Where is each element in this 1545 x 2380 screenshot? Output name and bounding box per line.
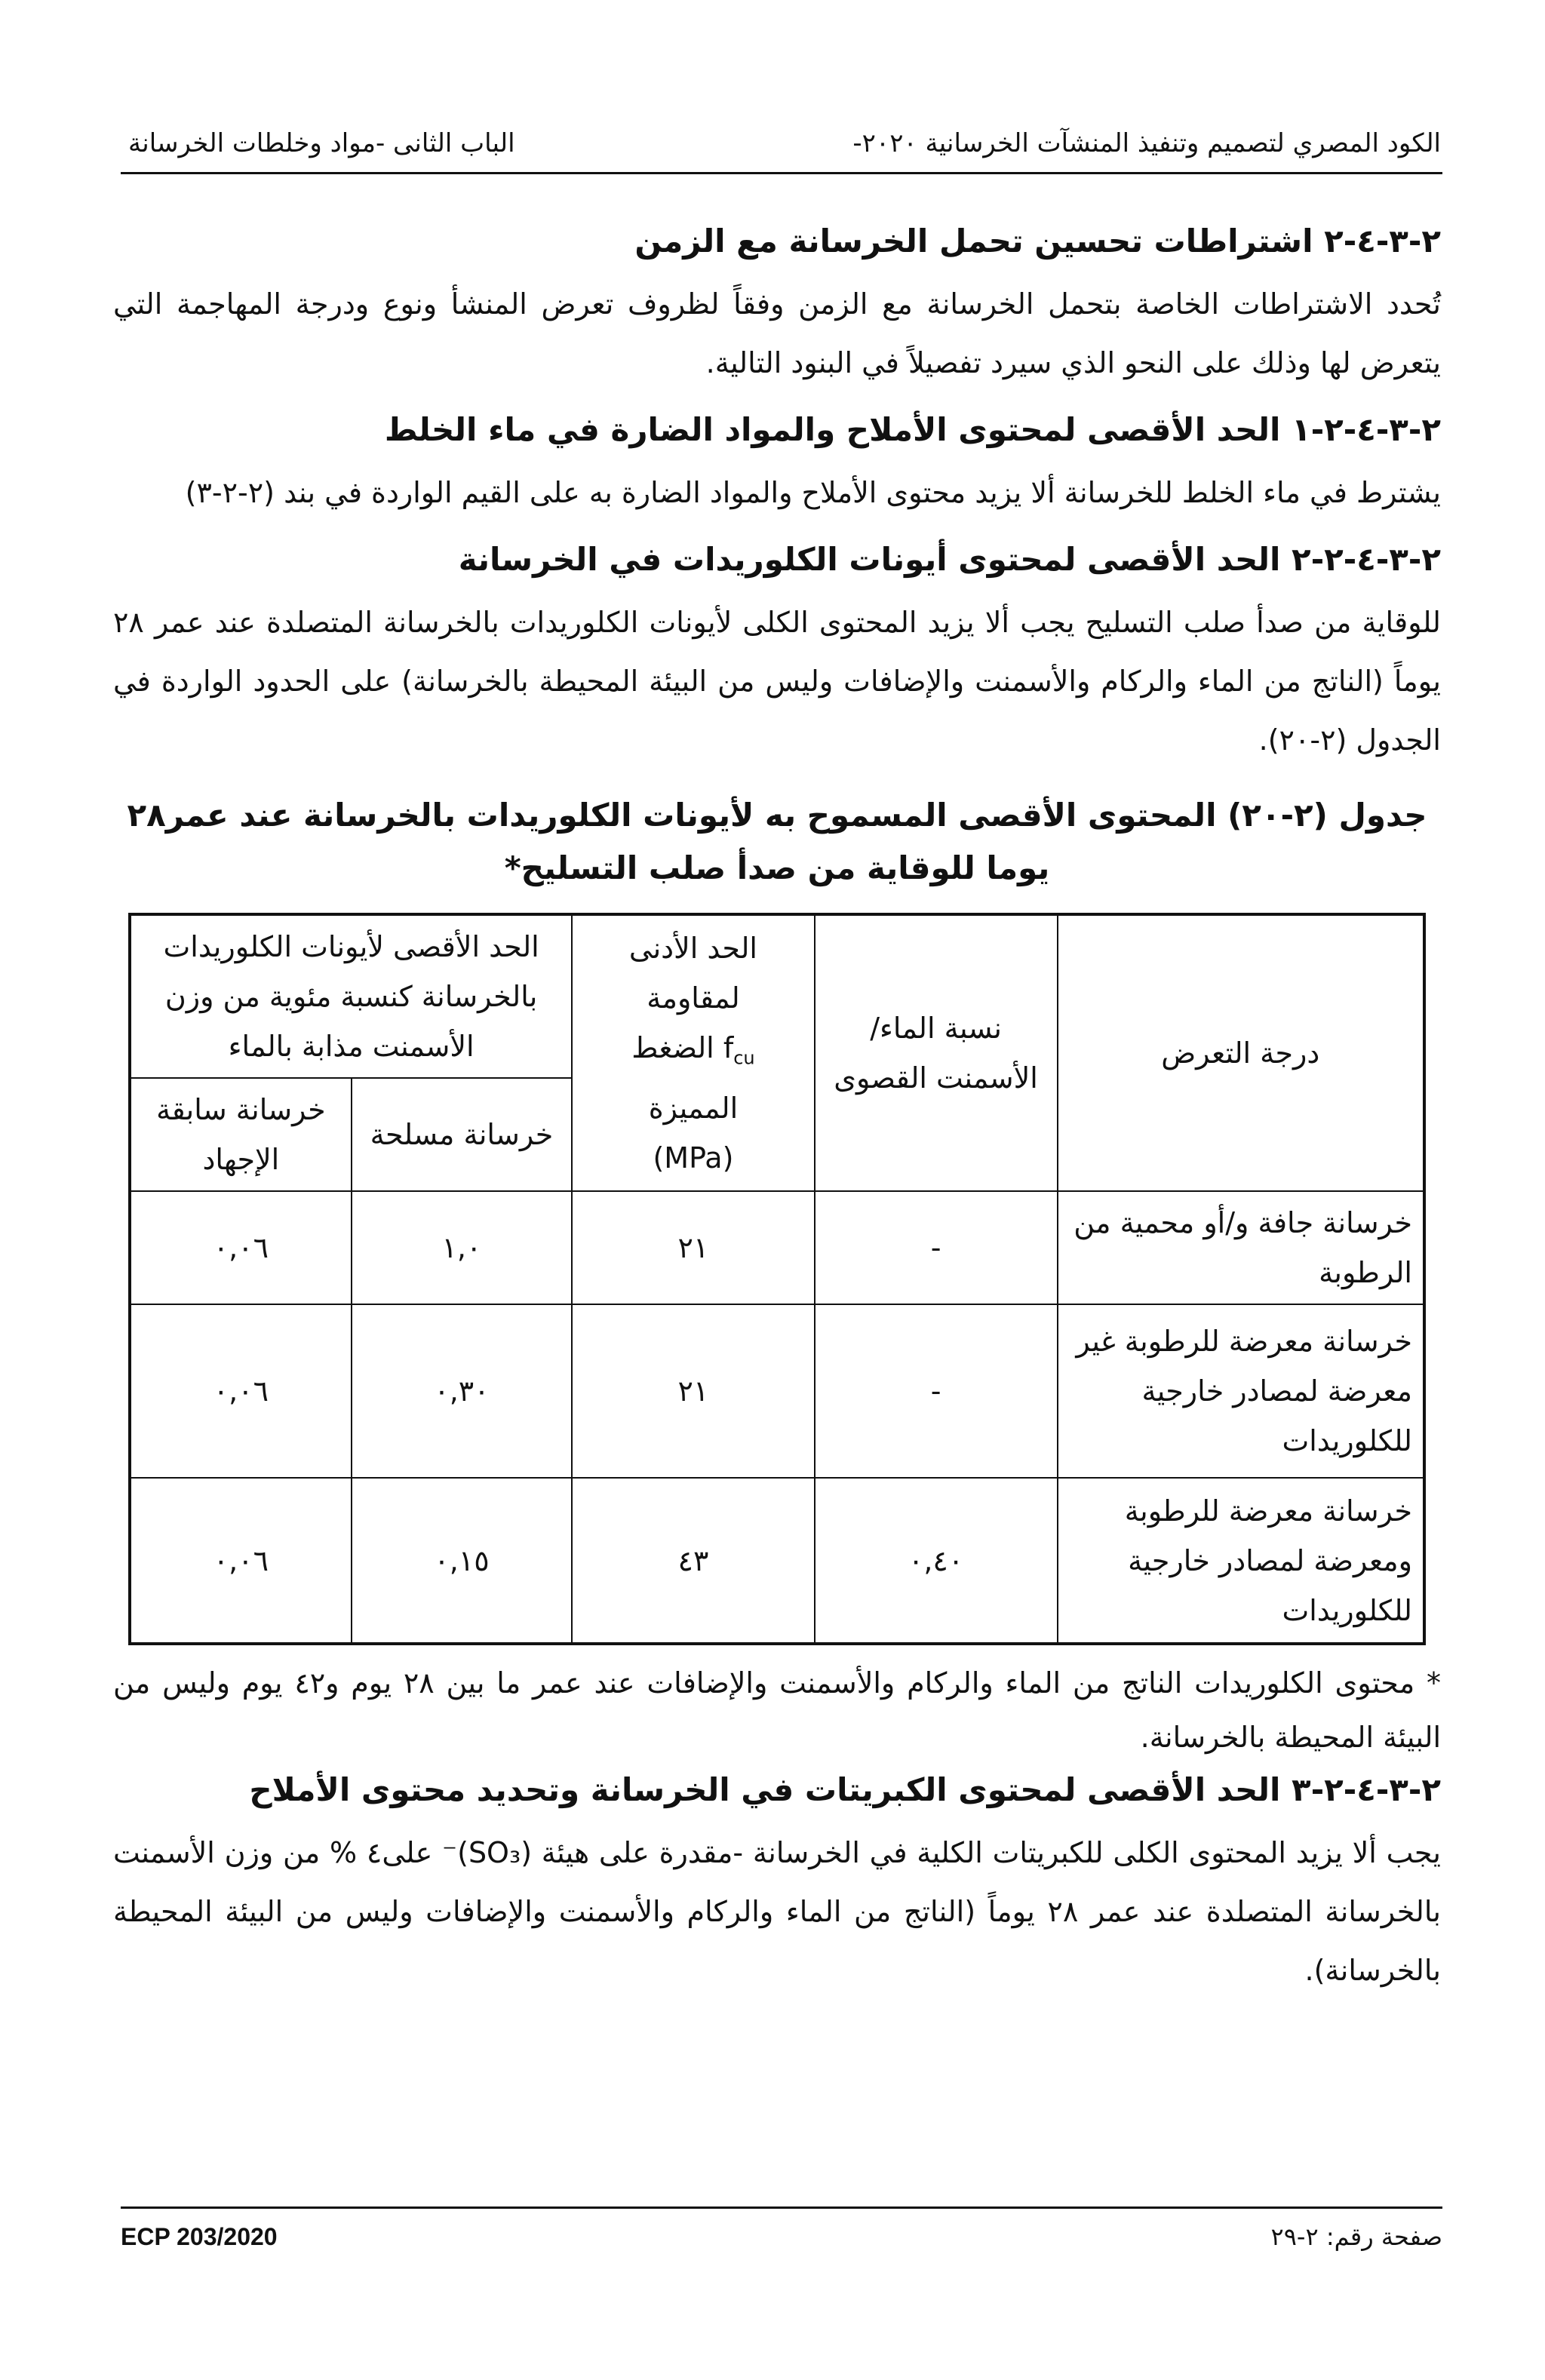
- section-heading-mixing-water: ٢-٣-٤-٢-١ الحد الأقصى لمحتوى الأملاح والمواد الضارة في ماء الخلط: [384, 411, 1441, 448]
- cell-prestressed: ٠,٠٦: [130, 1478, 352, 1644]
- table-row: [130, 1304, 1424, 1478]
- page-header: [128, 121, 1441, 166]
- page-footer: [121, 2214, 1442, 2259]
- header-chloride-limit: الحد الأقصى لأيونات الكلوريدات بالخرسانة كنسبة مئوية من وزن الأسمنت مذابة بالماء: [130, 914, 572, 1078]
- cell-reinforced: ١,٠: [352, 1191, 573, 1304]
- header-fcu: [572, 914, 814, 1191]
- cell-reinforced: ٠,٣٠: [352, 1304, 573, 1478]
- header-fcu-unit: (MPa): [653, 1141, 734, 1175]
- section-heading-durability: ٢-٣-٤-٢ اشتراطات تحسين تحمل الخرسانة مع الزمن: [634, 223, 1441, 259]
- section-paragraph-sulfates: يجب ألا يزيد المحتوى الكلى للكبريتات الكلية في الخرسانة -مقدرة على هيئة (SO₃)⁻ على٤ % من وزن الأسمنت بالخرسانة المتصلدة عند عمر ٢٨ يوماً (الناتج من الماء والركام والأسمنت والإضافات وليس من البيئة المحيطة بالخرسانة).: [113, 1836, 1441, 1987]
- table-row: [130, 1191, 1424, 1304]
- header-chapter-title: الباب الثانى -مواد وخلطات الخرسانة: [128, 128, 515, 158]
- cell-wc: -: [815, 1191, 1058, 1304]
- cell-fcu: ٢١: [572, 1191, 814, 1304]
- header-wc-ratio: نسبة الماء/ الأسمنت القصوى: [815, 914, 1058, 1191]
- cell-exposure: خرسانة معرضة للرطوبة ومعرضة لمصادر خارجية للكلوريدات: [1058, 1478, 1424, 1644]
- cell-fcu: ٤٣: [572, 1478, 814, 1644]
- header-reinforced: خرسانة مسلحة: [352, 1078, 573, 1191]
- table-row: [130, 1478, 1424, 1644]
- header-code-title: الكود المصري لتصميم وتنفيذ المنشآت الخرسانية ٢٠٢٠-: [852, 128, 1441, 158]
- cell-fcu: ٢١: [572, 1304, 814, 1478]
- section-heading-sulfates: ٢-٣-٤-٢-٣ الحد الأقصى لمحتوى الكبريتات في الخرسانة وتحديد محتوى الأملاح: [249, 1771, 1441, 1808]
- chloride-limits-table: [128, 913, 1426, 1645]
- fcu-symbol: $f_{cu}$: [723, 1031, 755, 1069]
- header-exposure: درجة التعرض: [1058, 914, 1424, 1191]
- cell-exposure: خرسانة جافة و/أو محمية من الرطوبة: [1058, 1191, 1424, 1304]
- cell-wc: -: [815, 1304, 1058, 1478]
- cell-prestressed: ٠,٠٦: [130, 1191, 352, 1304]
- section-paragraph-durability: تُحدد الاشتراطات الخاصة بتحمل الخرسانة مع الزمن وفقاً لظروف تعرض المنشأ ونوع ودرجة المهاجمة التي يتعرض لها وذلك على النحو الذي سيرد تفصيلاً في البنود التالية.: [113, 287, 1441, 379]
- page-number: صفحة رقم: ٢-٢٩: [1270, 2222, 1442, 2251]
- section-paragraph-chlorides: للوقاية من صدأ صلب التسليح يجب ألا يزيد المحتوى الكلى لأيونات الكلوريدات بالخرسانة المتصلدة عند عمر ٢٨ يوماً (الناتج من الماء والركام والأسمنت والإضافات وليس من البيئة المحيطة بالخرسانة) على الحدود الواردة في الجدول (٢-٢٠).: [113, 606, 1441, 757]
- section-paragraph-mixing-water: يشترط في ماء الخلط للخرسانة ألا يزيد محتوى الأملاح والمواد الضارة به على القيم الواردة في بند (٢-٢-٣): [185, 476, 1441, 509]
- document-body: [113, 219, 1441, 2015]
- table-caption: جدول (٢-٢٠) المحتوى الأقصى المسموح به لأيونات الكلوريدات بالخرسانة عند عمر٢٨ يوما للوقاية من صدأ صلب التسليح*: [127, 797, 1427, 886]
- cell-prestressed: ٠,٠٦: [130, 1304, 352, 1478]
- footer-divider: [121, 2206, 1442, 2209]
- header-prestressed: خرسانة سابقة الإجهاد: [130, 1078, 352, 1191]
- header-divider: [121, 172, 1442, 174]
- cell-exposure: خرسانة معرضة للرطوبة غير معرضة لمصادر خارجية للكلوريدات: [1058, 1304, 1424, 1478]
- cell-reinforced: ٠,١٥: [352, 1478, 573, 1644]
- table-footnote: * محتوى الكلوريدات الناتج من الماء والركام والأسمنت والإضافات عند عمر ما بين ٢٨ يوم و٤٢ يوم وليس من البيئة المحيطة بالخرسانة.: [113, 1666, 1441, 1754]
- document-code: ECP 203/2020: [121, 2222, 278, 2250]
- cell-wc: ٠,٤٠: [815, 1478, 1058, 1644]
- header-fcu-line1: الحد الأدنى لمقاومة: [628, 932, 757, 1015]
- section-heading-chlorides: ٢-٣-٤-٢-٢ الحد الأقصى لمحتوى أيونات الكلوريدات في الخرسانة: [458, 541, 1441, 578]
- table-header-row: [130, 914, 1424, 1078]
- header-fcu-line2: الضغط المميزة: [631, 1031, 739, 1125]
